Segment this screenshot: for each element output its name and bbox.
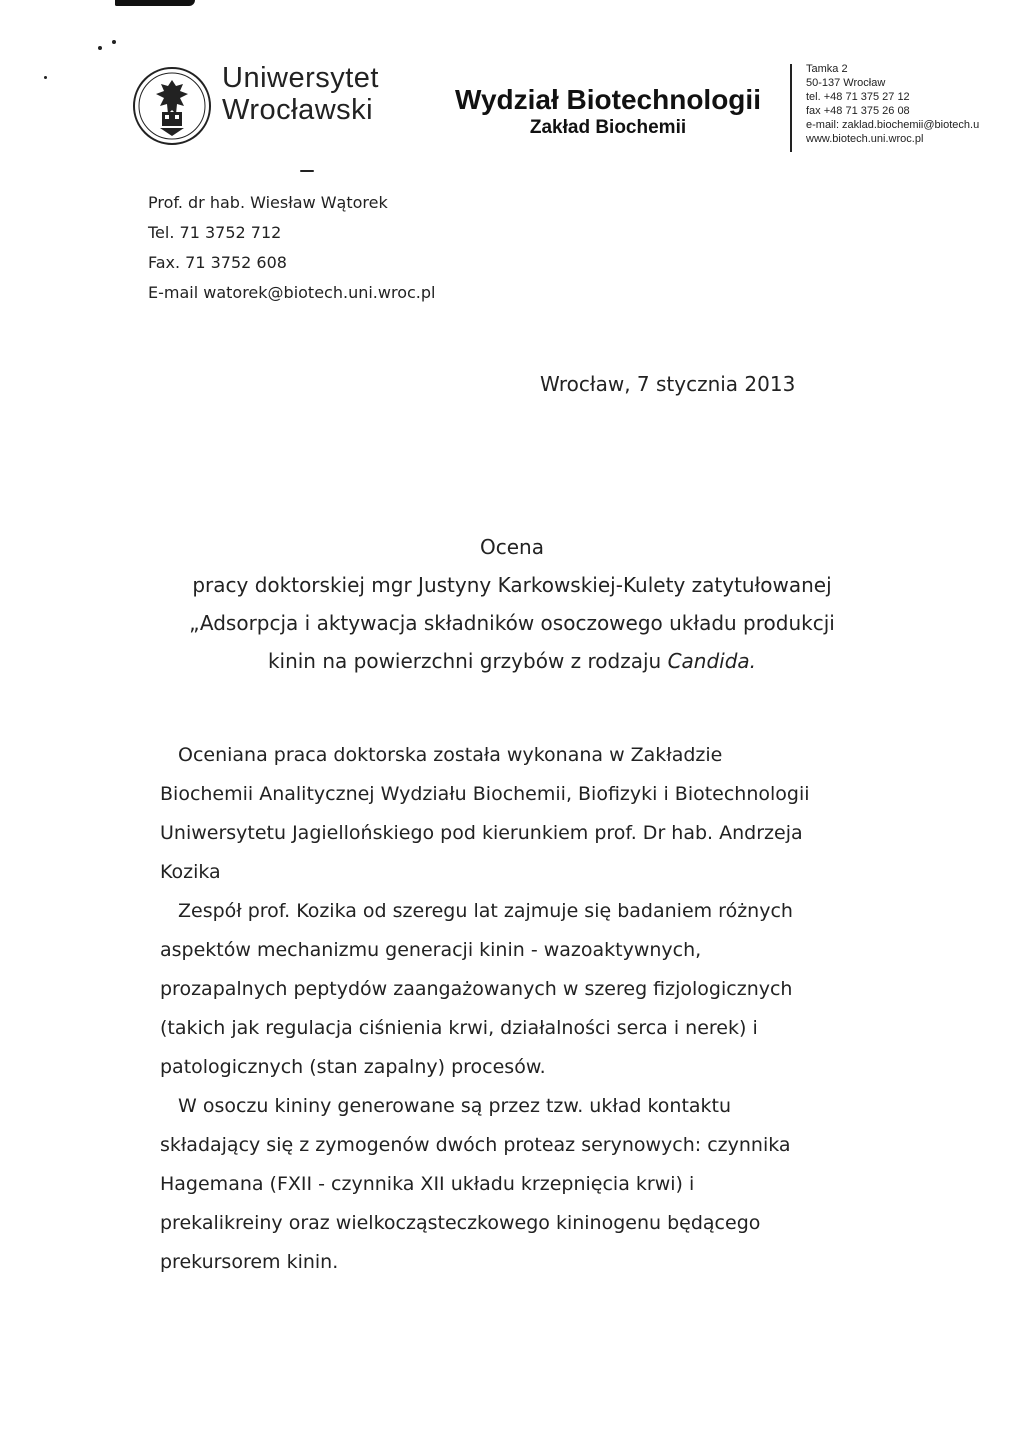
date-line: Wrocław, 7 stycznia 2013 [540, 372, 796, 396]
address-line: Tamka 2 [806, 63, 848, 75]
scan-speck [300, 170, 314, 172]
university-name [222, 62, 379, 126]
sender-block [148, 188, 435, 308]
review-title-line [148, 642, 876, 680]
address-line: 50-137 Wrocław [806, 77, 886, 89]
body-line: prozapalnych peptydów zaangażowanych w szereg fizjologicznych [160, 978, 793, 1000]
sender-name: Prof. dr hab. Wiesław Wątorek [148, 193, 388, 212]
scan-artifact [115, 0, 195, 6]
body-line: Zespół prof. Kozika od szeregu lat zajmuje się badaniem różnych [178, 900, 793, 922]
sender-email: E-mail watorek@biotech.uni.wroc.pl [148, 283, 436, 302]
body-line: składający się z zymogenów dwóch proteaz serynowych: czynnika [160, 1134, 791, 1156]
university-name-line1: Uniwersytet [222, 62, 379, 94]
body-line: aspektów mechanizmu generacji kinin - wazoaktywnych, [160, 939, 702, 961]
address-line: fax +48 71 375 26 08 [806, 105, 910, 117]
address-line: tel. +48 71 375 27 12 [806, 91, 910, 103]
review-title-text: kinin na powierzchni grzybów z rodzaju [267, 649, 668, 673]
department-name: Zakład Biochemii [529, 117, 687, 138]
faculty-block [448, 84, 768, 140]
sender-tel: Tel. 71 3752 712 [148, 223, 282, 242]
review-heading: Ocena [480, 535, 544, 559]
body-line: Biochemii Analitycznej Wydziału Biochemii, Biofizyki i Biotechnologii [160, 783, 810, 805]
body-line: Oceniana praca doktorska została wykonana w Zakładzie [178, 744, 723, 766]
review-title-line: „Adsorpcja i aktywacja składników osoczowego układu produkcji [189, 611, 835, 635]
body-line: Hagemana (FXII - czynnika XII układu krzepnięcia krwi) i [160, 1173, 695, 1195]
body-line: prekalikreiny oraz wielkocząsteczkowego kininogenu będącego [160, 1212, 761, 1234]
sender-fax: Fax. 71 3752 608 [148, 253, 287, 272]
address-line: www.biotech.uni.wroc.pl [806, 133, 924, 145]
university-name-line2: Wrocławski [222, 94, 374, 126]
scan-speck [112, 40, 116, 44]
body-line: W osoczu kininy generowane są przez tzw. układ kontaktu [178, 1095, 732, 1117]
address-line: e-mail: zaklad.biochemii@biotech.u [806, 119, 980, 131]
body-line: Uniwersytetu Jagiellońskiego pod kierunkiem prof. Dr hab. Andrzeja [160, 822, 803, 844]
header-divider [790, 64, 792, 152]
body-line: patologicznych (stan zapalny) procesów. [160, 1056, 546, 1078]
faculty-name: Wydział Biotechnologii [455, 84, 761, 115]
review-title-line: pracy doktorskiej mgr Justyny Karkowskiej-Kulety zatytułowanej [192, 573, 832, 597]
body-line: (takich jak regulacja ciśnienia krwi, działalności serca i nerek) i [160, 1017, 758, 1039]
body-line: prekursorem kinin. [160, 1251, 339, 1273]
body-text [160, 736, 880, 1282]
review-title-italic: Candida. [667, 649, 757, 673]
scan-speck [44, 76, 47, 79]
address-block [806, 62, 979, 146]
review-title [148, 528, 876, 680]
body-line: Kozika [160, 861, 221, 883]
university-seal-icon [132, 66, 212, 146]
scan-speck [98, 46, 102, 50]
